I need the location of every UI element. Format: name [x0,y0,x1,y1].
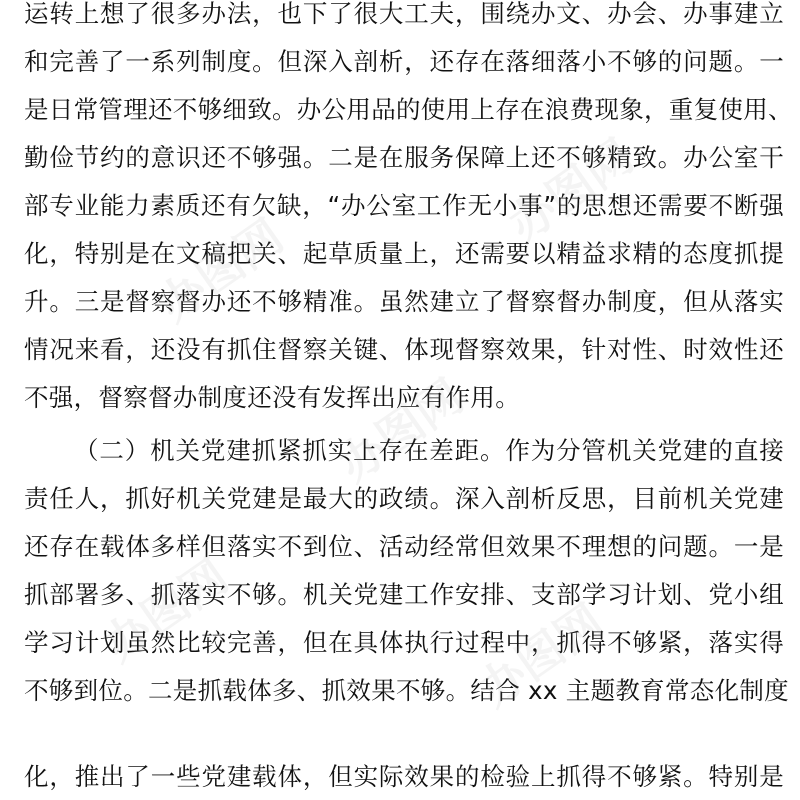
watermark-text: 办图网 [498,128,643,253]
paragraph-line: 学习计划虽然比较完善，但在具体执行过程中，抓得不够紧，落实得 [24,628,784,657]
paragraph-line: 是日常管理还不够细致。办公用品的使用上存在浪费现象，重复使用、 [24,95,793,124]
paragraph-line: 升。三是督察督办还不够精准。虽然建立了督察督办制度，但从落实 [24,287,784,316]
watermark-text: 办图网 [148,208,293,333]
watermark-text: 办图网 [468,593,613,718]
paragraph-line: 不强，督察督办制度还没有发挥出应有作用。 [24,383,520,412]
paragraph-line: 和完善了一系列制度。但深入剖析，还存在落细落小不够的问题。一 [24,47,784,76]
section-heading-line: （二）机关党建抓紧抓实上存在差距。作为分管机关党建的直接 [74,436,784,465]
paragraph-line: 部专业能力素质还有欠缺，“办公室工作无小事”的思想还需要不断强 [24,191,784,220]
watermark-text: 办图网 [328,368,473,493]
paragraph-line: 化，特别是在文稿把关、起草质量上，还需要以精益求精的态度抓提 [24,239,784,268]
watermark-text: 办图网 [93,548,238,673]
paragraph-line: 化，推出了一些党建载体，但实际效果的检验上抓得不够紧。特别是 [24,762,784,791]
paragraph-line: 运转上想了很多办法，也下了很大工夫，围绕办文、办会、办事建立 [24,0,784,28]
paragraph-line: 勤俭节约的意识还不够强。二是在服务保障上还不够精致。办公室干 [24,143,784,172]
paragraph-line: 还存在载体多样但落实不到位、活动经常但效果不理想的问题。一是 [24,532,784,561]
paragraph-line: 抓部署多、抓落实不够。机关党建工作安排、支部学习计划、党小组 [24,580,784,609]
paragraph-line: 责任人，抓好机关党建是最大的政绩。深入剖析反思，目前机关党建 [24,484,784,513]
paragraph-line: 情况来看，还没有抓住督察关键、体现督察效果，针对性、时效性还 [24,335,784,364]
paragraph-line: 不够到位。二是抓载体多、抓效果不够。结合 xx 主题教育常态化制度 [24,676,789,705]
